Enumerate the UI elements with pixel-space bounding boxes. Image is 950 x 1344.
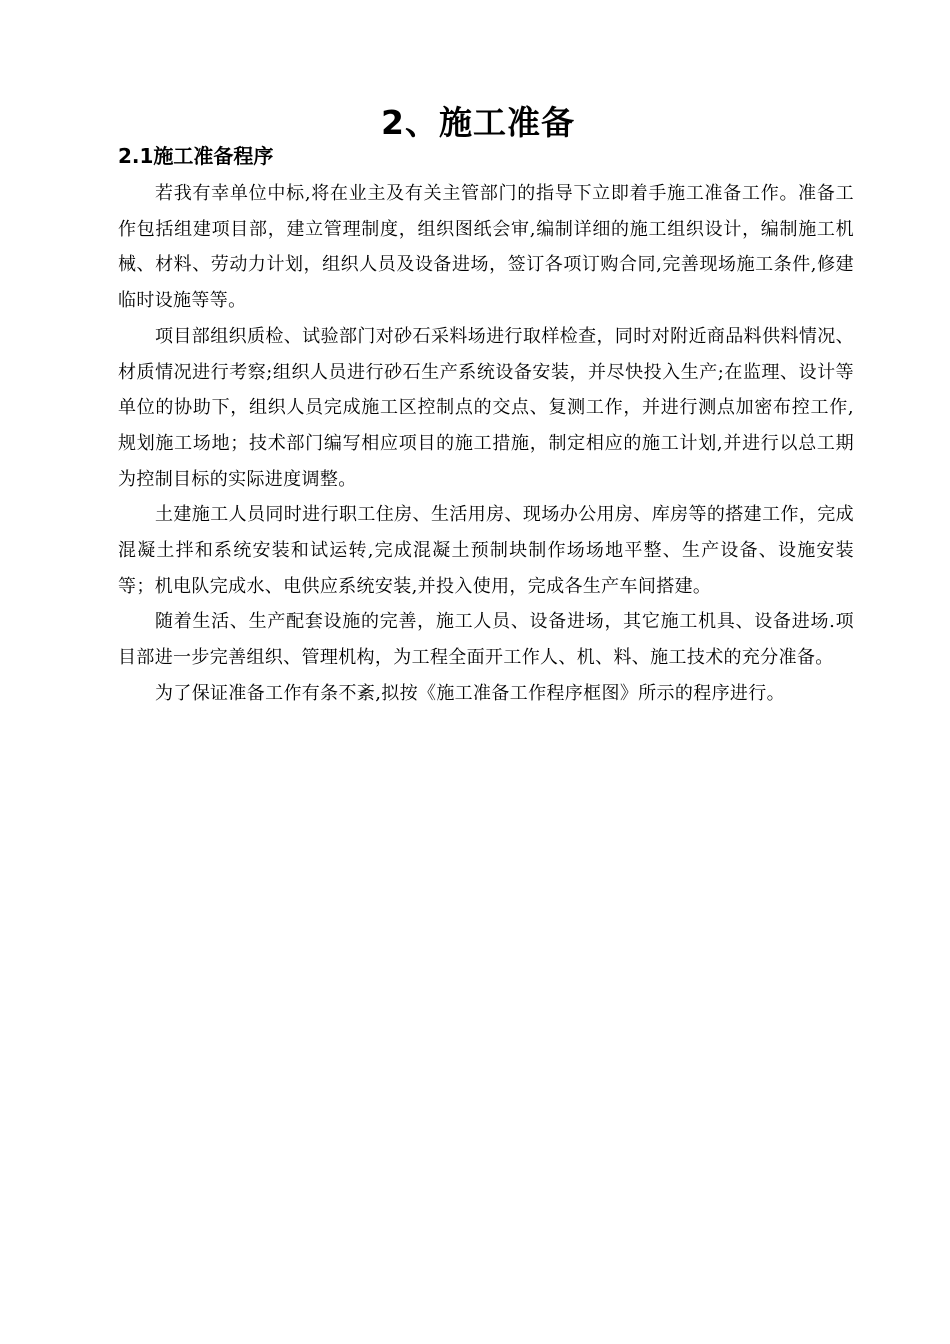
section-heading: 2.1施工准备程序 [118,144,274,168]
chapter-title: 2、施工准备 [381,103,575,142]
paragraph: 若我有幸单位中标,将在业主及有关主管部门的指导下立即着手施工准备工作。准备工作包括组建项目部，建立管理制度，组织图纸会审,编制详细的施工组织设计，编制施工机械、材料、劳动力计划，组织人员及设备进场，签订各项订购合同,完善现场施工条件,修建临时设施等等。 [118,183,854,312]
paragraph: 随着生活、生产配套设施的完善，施工人员、设备进场，其它施工机具、设备进场.项目部进一步完善组织、管理机构，为工程全面开工作人、机、料、施工技术的充分准备。 [118,611,854,669]
paragraph: 项目部组织质检、试验部门对砂石采料场进行取样检查，同时对附近商品料供料情况、材质情况进行考察;组织人员进行砂石生产系统设备安装，并尽快投入生产;在监理、设计等单位的协助下，组织人员完成施工区控制点的交点、复测工作，并进行测点加密布控工作,规划施工场地；技术部门编写相应项目的施工措施，制定相应的施工计划,并进行以总工期为控制目标的实际进度调整。 [118,325,854,490]
body-text [118,176,854,712]
paragraph: 为了保证准备工作有条不紊,拟按《施工准备工作程序框图》所示的程序进行。 [155,682,785,704]
paragraph: 土建施工人员同时进行职工住房、生活用房、现场办公用房、库房等的搭建工作，完成混凝土拌和系统安装和试运转,完成混凝土预制块制作场场地平整、生产设备、设施安装等；机电队完成水、电供应系统安装,并投入使用，完成各生产车间搭建。 [118,504,854,597]
